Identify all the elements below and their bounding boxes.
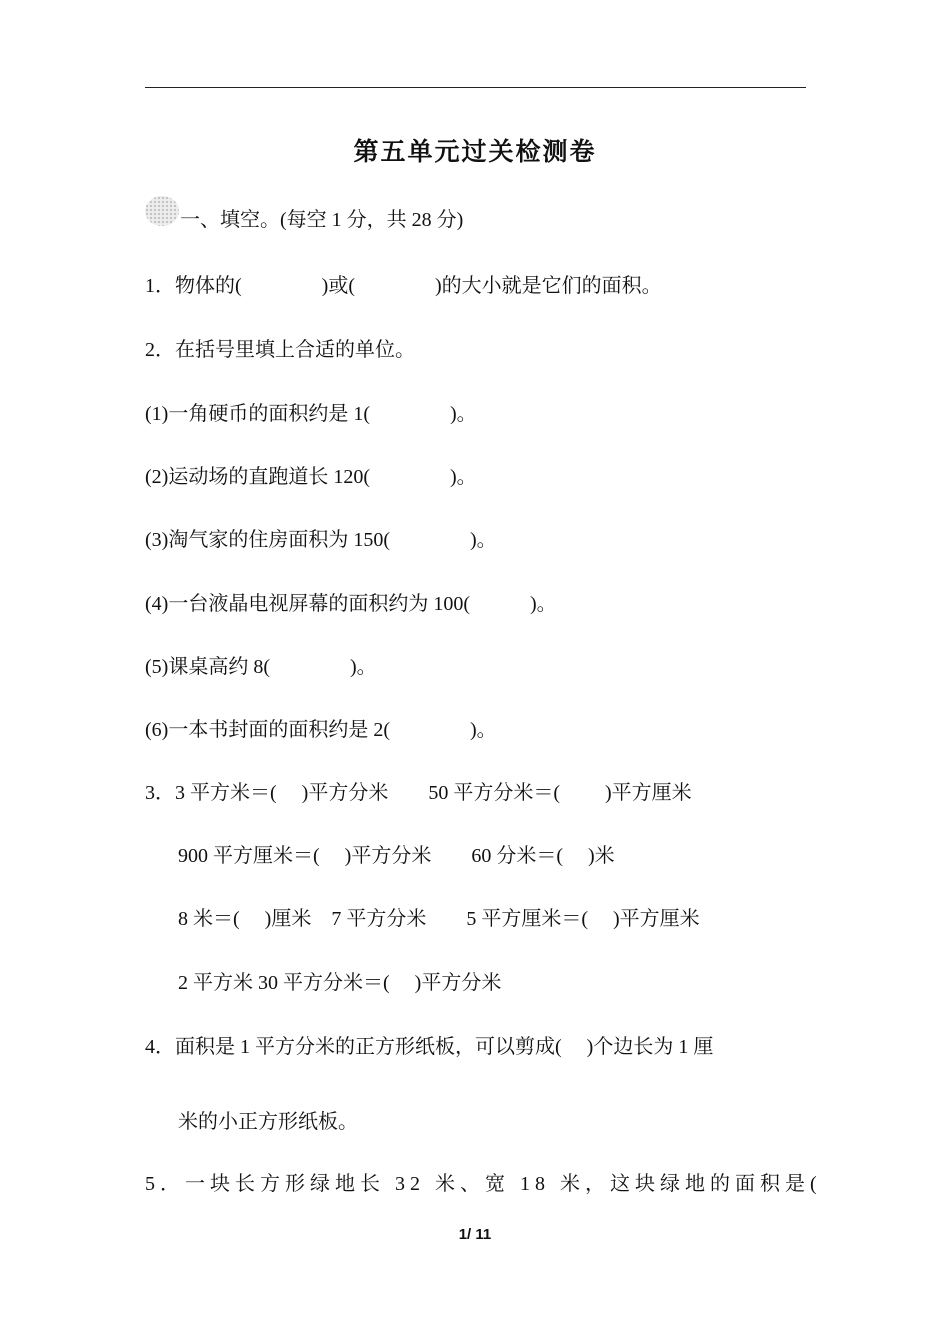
question-4-line: 4．面积是 1 平方分米的正方形纸板，可以剪成( )个边长为 1 厘 bbox=[145, 1036, 714, 1058]
question-1: 1．物体的( )或( )的大小就是它们的面积。 bbox=[145, 275, 662, 297]
question-2-item: (5)课桌高约 8( )。 bbox=[145, 656, 377, 678]
page-number: 1/ 11 bbox=[458, 1226, 492, 1243]
question-3-line: 900 平方厘米＝( )平方分米 60 分米＝( )米 bbox=[178, 845, 615, 867]
question-3-line: 3．3 平方米＝( )平方分米 50 平方分米＝( )平方厘米 bbox=[145, 782, 692, 804]
question-3-line: 2 平方米 30 平方分米＝( )平方分米 bbox=[178, 972, 502, 994]
dotted-circle-icon bbox=[145, 196, 179, 226]
question-2-item: (2)运动场的直跑道长 120( )。 bbox=[145, 466, 477, 488]
question-2-item: (6)一本书封面的面积约是 2( )。 bbox=[145, 719, 497, 741]
page-title: 第五单元过关检测卷 bbox=[353, 137, 597, 166]
question-4-line: 米的小正方形纸板。 bbox=[178, 1111, 358, 1133]
question-5-line: 5．一块长方形绿地长 32 米、宽 18 米，这块绿地的面积是( bbox=[145, 1173, 822, 1195]
question-2-item: (3)淘气家的住房面积为 150( )。 bbox=[145, 529, 497, 551]
section-heading: 一、填空。(每空 1 分，共 28 分) bbox=[180, 209, 464, 231]
question-3-line: 8 米＝( )厘米 7 平方分米 5 平方厘米＝( )平方厘米 bbox=[178, 908, 700, 930]
question-2-item: (4)一台液晶电视屏幕的面积约为 100( )。 bbox=[145, 593, 557, 615]
header-rule bbox=[145, 87, 806, 88]
question-2: 2．在括号里填上合适的单位。 bbox=[145, 339, 415, 361]
question-2-item: (1)一角硬币的面积约是 1( )。 bbox=[145, 403, 477, 425]
